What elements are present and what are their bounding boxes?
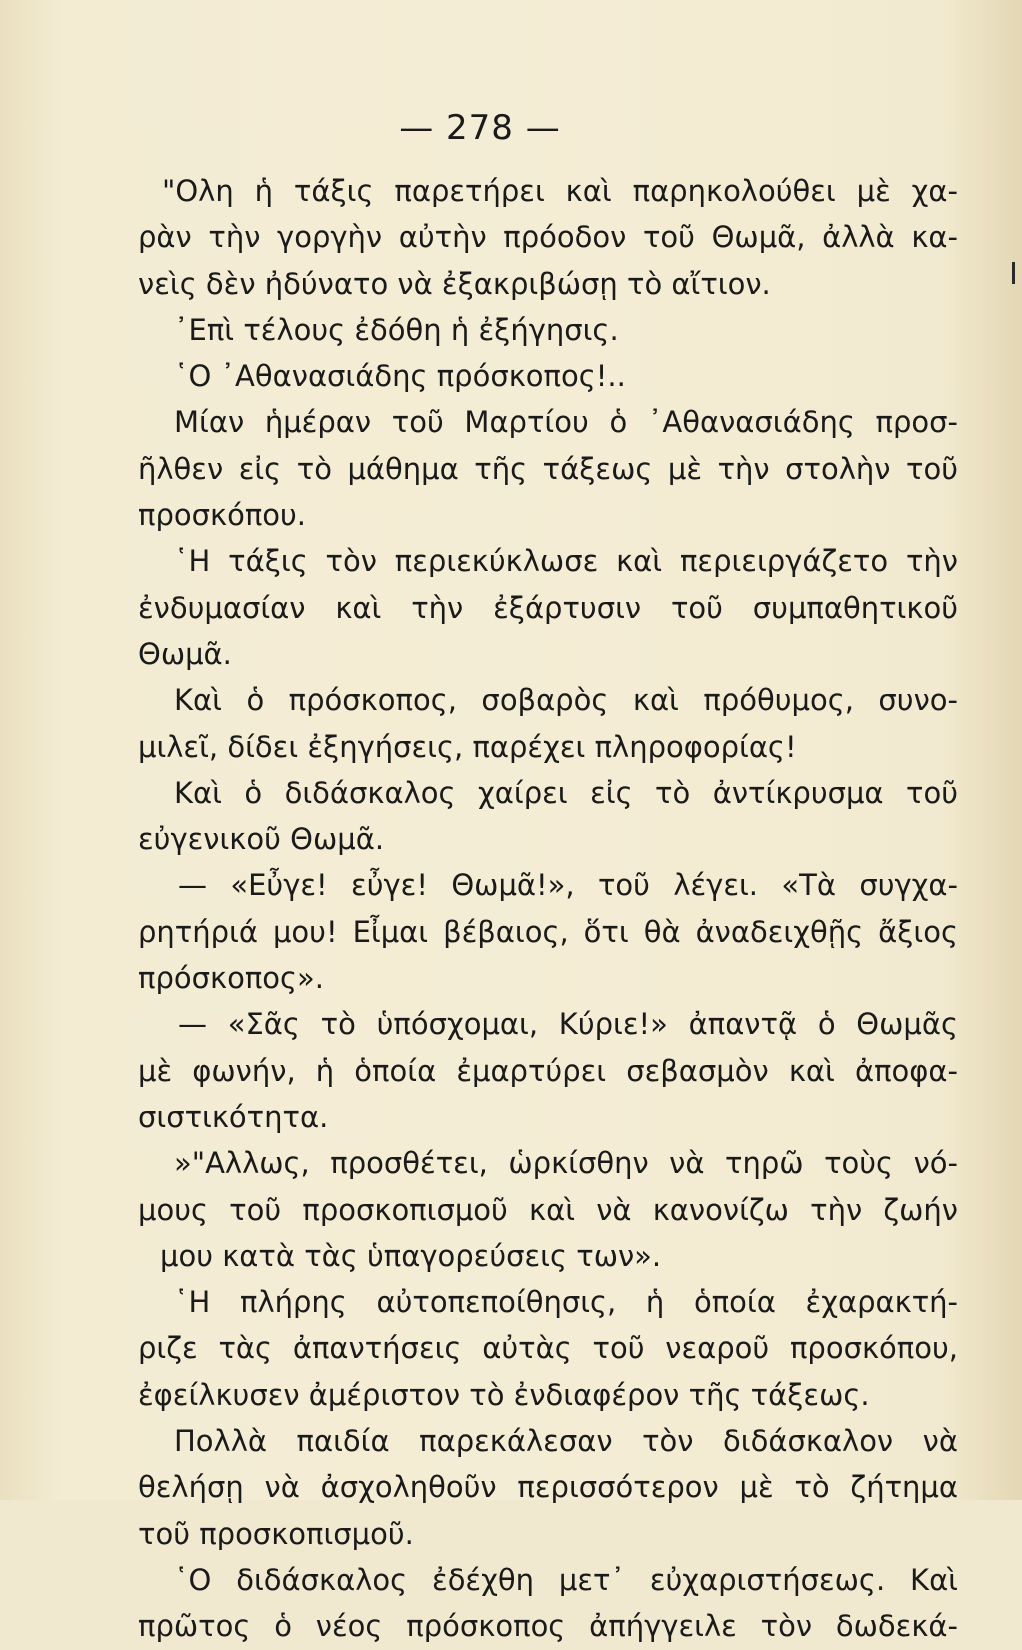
text-line: "Ολη ἡ τάξις παρετήρει καὶ παρηκολούθει μὲ χα- <box>162 174 958 208</box>
text-line: Καὶ ὁ διδάσκαλος χαίρει εἰς τὸ ἀντίκρυσμα τοῦ <box>174 775 958 810</box>
page-number: — 278 — <box>399 108 561 148</box>
text-line: μὲ φωνήν, ἡ ὁποία ἐμαρτύρει σεβασμὸν καὶ ἀποφα- <box>138 1053 958 1088</box>
text-line: ῾Η πλήρης αὐτοπεποίθησις, ἡ ὁποία ἐχαρακτή- <box>174 1285 958 1320</box>
text-line: — «Εὖγε! εὖγε! Θωμᾶ!», τοῦ λέγει. «Τὰ συγχα- <box>178 868 958 903</box>
text-line: Πολλὰ παιδία παρεκάλεσαν τὸν διδάσκαλον νὰ <box>174 1424 958 1459</box>
text-line: Καὶ ὁ πρόσκοπος, σοβαρὸς καὶ πρόθυμος, συνο- <box>174 683 958 718</box>
text-line: ῾Ο διδάσκαλος ἐδέχθη μετ᾿ εὐχαριστήσεως. Καὶ <box>174 1562 958 1597</box>
text-line: τοῦ προσκοπισμοῦ. <box>138 1516 414 1551</box>
text-line: μου κατὰ τὰς ὑπαγορεύσεις των». <box>160 1238 662 1273</box>
text-line: πρῶτος ὁ νέος πρόσκοπος ἀπήγγειλε τὸν δωδεκά- <box>138 1609 958 1644</box>
text-line: — «Σᾶς τὸ ὑπόσχομαι, Κύριε!» ἀπαντᾷ ὁ Θωμᾶς <box>178 1007 958 1042</box>
text-line: Μίαν ἡμέραν τοῦ Μαρτίου ὁ ᾿Αθανασιάδης προσ- <box>174 405 958 440</box>
text-line: ἐνδυμασίαν καὶ τὴν ἐξάρτυσιν τοῦ συμπαθητικοῦ <box>138 590 958 625</box>
text-line: ρητήριά μου! Εἶμαι βέβαιος, ὅτι θὰ ἀναδειχθῇς ἄξιος <box>138 914 958 949</box>
text-line: θελήσῃ νὰ ἀσχοληθοῦν περισσότερον μὲ τὸ ζήτημα <box>138 1470 958 1505</box>
text-line: ῾Ο ᾿Αθανασιάδης πρόσκοπος!.. <box>174 359 626 394</box>
text-line: ῾Η τάξις τὸν περιεκύκλωσε καὶ περιειργάζετο τὴν <box>174 544 958 579</box>
margin-mark <box>1012 262 1015 284</box>
text-line: »"Αλλως, προσθέτει, ὡρκίσθην νὰ τηρῶ τοὺς νό- <box>174 1146 958 1181</box>
text-line: πρόσκοπος». <box>138 961 325 996</box>
text-line: μιλεῖ, δίδει ἐξηγήσεις, παρέχει πληροφορίας! <box>138 729 797 764</box>
body-text <box>138 168 958 1650</box>
text-line: ῆλθεν εἰς τὸ μάθημα τῆς τάξεως μὲ τὴν στολὴν τοῦ <box>138 451 958 486</box>
text-line: νεὶς δὲν ἠδύνατο νὰ ἐξακριβώσῃ τὸ αἴτιον. <box>138 266 771 301</box>
text-line: ᾿Επὶ τέλους ἐδόθη ἡ ἐξήγησις. <box>174 312 619 347</box>
text-line: ἐφείλκυσεν ἀμέριστον τὸ ἐνδιαφέρον τῆς τάξεως. <box>138 1377 870 1412</box>
text-line: Θωμᾶ. <box>138 636 232 671</box>
text-line: ρὰν τὴν γοργὴν αὐτὴν πρόοδον τοῦ Θωμᾶ, ἀλλὰ κα- <box>138 220 958 255</box>
text-line: εὐγενικοῦ Θωμᾶ. <box>138 822 385 857</box>
text-line: μους τοῦ προσκοπισμοῦ καὶ νὰ κανονίζω τὴν ζωήν <box>138 1192 958 1227</box>
text-line: προσκόπου. <box>138 498 307 533</box>
text-line: σιστικότητα. <box>138 1099 329 1134</box>
text-line: ριζε τὰς ἀπαντήσεις αὐτὰς τοῦ νεαροῦ προσκόπου, <box>138 1331 958 1366</box>
